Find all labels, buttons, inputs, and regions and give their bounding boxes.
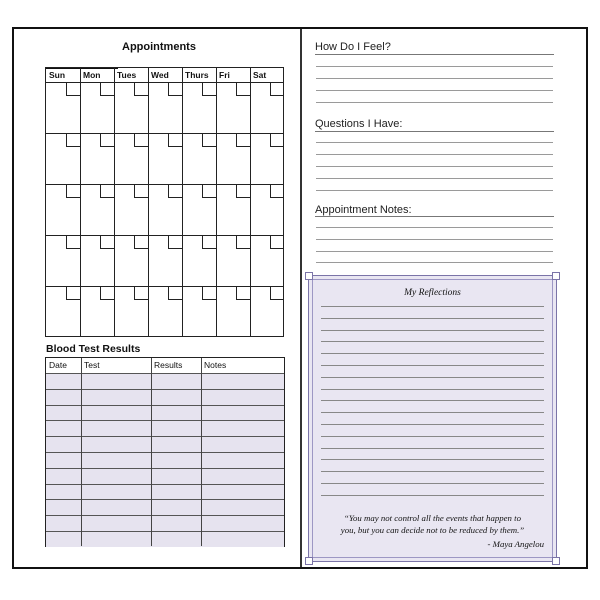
date-box: [134, 235, 148, 249]
date-box: [202, 235, 216, 249]
date-box: [100, 286, 114, 300]
date-box: [270, 133, 284, 147]
reflection-line: [321, 495, 544, 496]
date-box: [66, 133, 80, 147]
reflection-line: [321, 448, 544, 449]
column-divider: [81, 358, 82, 546]
ruled-line: [316, 154, 553, 155]
reflection-line: [321, 330, 544, 331]
ruled-line: [316, 102, 553, 103]
date-box: [236, 82, 250, 96]
reflection-line: [321, 471, 544, 472]
calendar-column-divider: [80, 68, 81, 336]
date-box: [168, 235, 182, 249]
calendar-column-divider: [250, 68, 251, 336]
date-box: [236, 133, 250, 147]
reflection-line: [321, 400, 544, 401]
column-test: Test: [84, 360, 100, 370]
date-box: [202, 133, 216, 147]
weekday-mon: Mon: [83, 70, 101, 80]
date-box: [236, 184, 250, 198]
column-divider: [201, 358, 202, 546]
weekday-tues: Tues: [117, 70, 137, 80]
ruled-line: [316, 66, 553, 67]
ruled-line: [316, 190, 553, 191]
date-box: [100, 82, 114, 96]
reflection-line: [321, 365, 544, 366]
date-box: [270, 235, 284, 249]
blood-test-table: [45, 357, 285, 547]
column-date: Date: [49, 360, 67, 370]
reflection-line: [321, 412, 544, 413]
reflections-panel: [308, 275, 557, 562]
date-box: [134, 286, 148, 300]
ruled-line: [316, 78, 553, 79]
how-feel-label: How Do I Feel?: [315, 41, 391, 53]
column-notes: Notes: [204, 360, 227, 370]
quote-author: - Maya Angelou: [487, 539, 544, 549]
quote-line-1: “You may not control all the events that happen to: [344, 513, 521, 523]
date-box: [270, 184, 284, 198]
ruled-line: [316, 227, 553, 228]
date-box: [134, 184, 148, 198]
date-box: [66, 184, 80, 198]
date-box: [168, 184, 182, 198]
heading-underline: [315, 131, 554, 132]
reflection-line: [321, 483, 544, 484]
weekday-sun: Sun: [49, 70, 66, 80]
heading-underline: [315, 216, 554, 217]
weekday-fri: Fri: [219, 70, 230, 80]
date-box: [236, 286, 250, 300]
date-box: [236, 235, 250, 249]
calendar-column-divider: [148, 68, 149, 336]
calendar-column-divider: [182, 68, 183, 336]
date-box: [134, 82, 148, 96]
reflection-line: [321, 436, 544, 437]
date-box: [66, 286, 80, 300]
date-box: [202, 82, 216, 96]
corner-ornament: [552, 272, 560, 280]
reflection-line: [321, 318, 544, 319]
ruled-line: [316, 90, 553, 91]
date-box: [202, 286, 216, 300]
date-box: [270, 82, 284, 96]
weekday-sat: Sat: [253, 70, 267, 80]
reflection-line: [321, 341, 544, 342]
date-box: [168, 286, 182, 300]
ruled-line: [316, 262, 553, 263]
reflection-line: [321, 377, 544, 378]
left-page: [14, 29, 300, 567]
appointments-calendar-grid: [45, 67, 284, 337]
reflection-line: [321, 353, 544, 354]
reflection-line: [321, 306, 544, 307]
date-box: [168, 82, 182, 96]
ruled-line: [316, 142, 553, 143]
ruled-line: [316, 178, 553, 179]
quote-line-2: you, but you can decide not to be reduced by them.”: [340, 525, 525, 535]
corner-ornament: [305, 272, 313, 280]
reflection-line: [321, 389, 544, 390]
weekday-wed: Wed: [151, 70, 169, 80]
quote-text: [317, 512, 548, 536]
right-page: [302, 29, 586, 567]
date-box: [100, 184, 114, 198]
ruled-line: [316, 251, 553, 252]
reflections-title: My Reflections: [404, 288, 461, 298]
date-box: [100, 235, 114, 249]
calendar-column-divider: [114, 68, 115, 336]
ruled-line: [316, 239, 553, 240]
date-box: [270, 286, 284, 300]
questions-label: Questions I Have:: [315, 118, 403, 130]
blood-test-title: Blood Test Results: [46, 343, 141, 355]
date-box: [66, 235, 80, 249]
corner-ornament: [305, 557, 313, 565]
column-results: Results: [154, 360, 183, 370]
calendar-column-divider: [216, 68, 217, 336]
appointment-notes-label: Appointment Notes:: [315, 204, 412, 216]
date-box: [202, 184, 216, 198]
date-box: [168, 133, 182, 147]
ruled-line: [316, 166, 553, 167]
date-box: [134, 133, 148, 147]
reflection-line: [321, 459, 544, 460]
column-divider: [151, 358, 152, 546]
corner-ornament: [552, 557, 560, 565]
reflection-line: [321, 424, 544, 425]
weekday-thurs: Thurs: [185, 70, 209, 80]
heading-underline: [315, 54, 554, 55]
date-box: [66, 82, 80, 96]
date-box: [100, 133, 114, 147]
planner-spread: [12, 27, 588, 569]
appointments-title: Appointments: [122, 41, 196, 53]
